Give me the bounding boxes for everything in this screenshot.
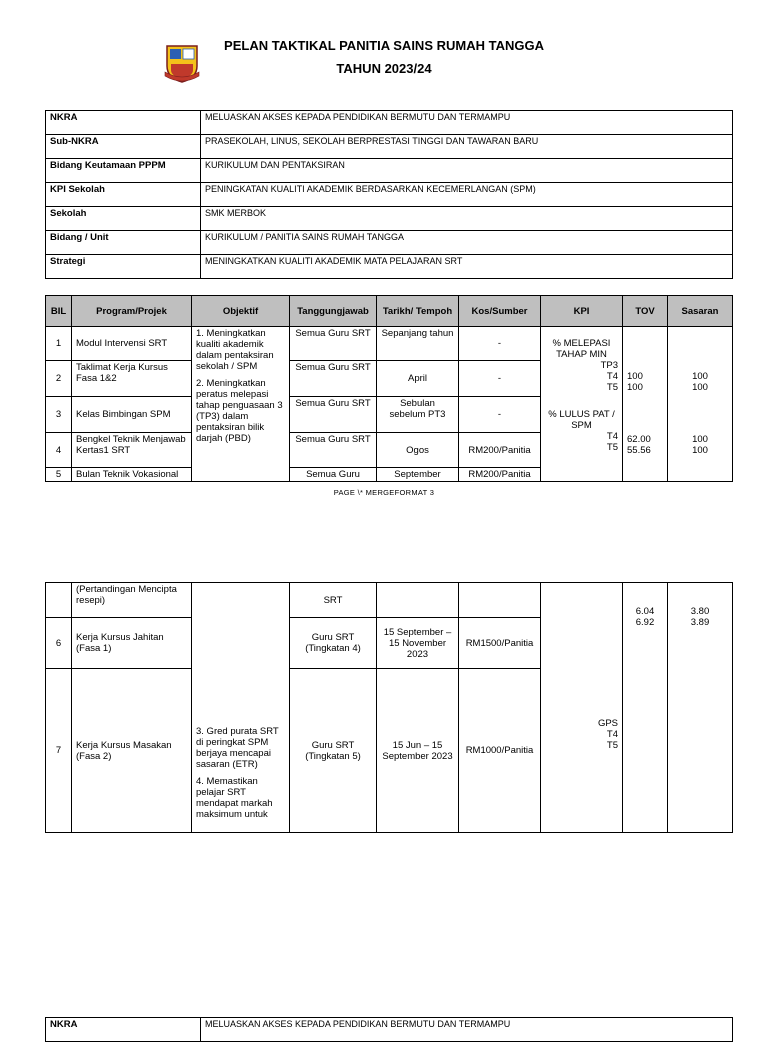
table-row <box>46 231 733 255</box>
sasaran-b: 3.89 <box>690 617 710 628</box>
table-row <box>46 159 733 183</box>
kpi-melepasi: % MELEPASI TAHAP MIN <box>552 338 611 360</box>
tov-a: 6.04 <box>635 606 655 617</box>
cell-kos <box>459 583 541 618</box>
info-key: Bidang / Unit <box>46 231 201 255</box>
sasaran-a: 3.80 <box>690 606 710 617</box>
program-table-page2 <box>45 582 733 833</box>
info-value: KURIKULUM DAN PENTAKSIRAN <box>201 159 733 183</box>
cell-kpi <box>541 583 623 833</box>
header-tanggungjawab: Tanggungjawab <box>290 296 377 327</box>
table-row <box>46 135 733 159</box>
cell-program: Bengkel Teknik Menjawab Kertas1 SRT <box>72 433 192 468</box>
cell-tarikh <box>377 583 459 618</box>
table-row <box>46 1018 733 1042</box>
page-footer: PAGE \* MERGEFORMAT 3 <box>333 488 435 497</box>
header-sasaran: Sasaran <box>668 296 733 327</box>
tov-b: 100 <box>627 382 643 393</box>
kpi-lulus-t4: T4 <box>606 431 618 442</box>
cell-program: (Pertandingan Mencipta resepi) <box>72 583 192 618</box>
cell-tarikh: 15 September – 15 November 2023 <box>377 618 459 669</box>
objektif-3: 3. Gred purata SRT di peringkat SPM berjaya mencapai sasaran (ETR) <box>196 726 279 770</box>
info-key: Strategi <box>46 255 201 279</box>
table-row <box>46 327 733 361</box>
tov-b: 6.92 <box>635 617 655 628</box>
cell-bil <box>46 583 72 618</box>
header-tarikh: Tarikh/ Tempoh <box>377 296 459 327</box>
cell-tov <box>623 327 668 482</box>
table-row <box>46 111 733 135</box>
cell-program: Kerja Kursus Jahitan (Fasa 1) <box>72 618 192 669</box>
cell-program: Kerja Kursus Masakan (Fasa 2) <box>72 669 192 833</box>
kpi-tp3: TP3 <box>600 360 618 371</box>
objektif-2: 2. Meningkatkan peratus melepasi tahap penguasaan 3 (TP3) dalam pentaksiran bilik darjah (PBD) <box>196 378 283 444</box>
info-table-repeat <box>45 1017 733 1042</box>
cell-kos: - <box>459 361 541 397</box>
document-title: PELAN TAKTIKAL PANITIA SAINS RUMAH TANGGA <box>224 38 544 53</box>
cell-tarikh: Sepanjang tahun <box>377 327 459 361</box>
kpi-t4: T4 <box>606 729 618 740</box>
cell-tanggungjawab: Guru SRT (Tingkatan 4) <box>290 618 377 669</box>
kpi-lulus: % LULUS PAT / SPM <box>548 409 615 431</box>
cell-kos: - <box>459 327 541 361</box>
cell-tanggungjawab: Guru SRT (Tingkatan 5) <box>290 669 377 833</box>
tov-c: 62.00 <box>627 434 651 445</box>
cell-kos: - <box>459 397 541 433</box>
info-value: PENINGKATAN KUALITI AKADEMIK BERDASARKAN KECEMERLANGAN (SPM) <box>201 183 733 207</box>
info-key: Sekolah <box>46 207 201 231</box>
table-header-row <box>46 296 733 327</box>
info-value: MELUASKAN AKSES KEPADA PENDIDIKAN BERMUTU DAN TERMAMPU <box>201 111 733 135</box>
cell-sasaran <box>668 583 733 833</box>
info-value: MENINGKATKAN KUALITI AKADEMIK MATA PELAJARAN SRT <box>201 255 733 279</box>
header-kos: Kos/Sumber <box>459 296 541 327</box>
table-row <box>46 207 733 231</box>
info-key: KPI Sekolah <box>46 183 201 207</box>
cell-kos: RM1000/Panitia <box>459 669 541 833</box>
header-tov: TOV <box>623 296 668 327</box>
cell-kos: RM200/Panitia <box>459 433 541 468</box>
sasaran-c: 100 <box>692 434 708 445</box>
cell-bil: 1 <box>46 327 72 361</box>
tov-a: 100 <box>627 371 643 382</box>
program-table-page1 <box>45 295 733 482</box>
cell-program: Modul Intervensi SRT <box>72 327 192 361</box>
document-year: TAHUN 2023/24 <box>336 61 432 76</box>
sasaran-d: 100 <box>692 445 708 456</box>
cell-objektif <box>192 583 290 833</box>
cell-kpi <box>541 327 623 482</box>
cell-program: Kelas Bimbingan SPM <box>72 397 192 433</box>
info-key: NKRA <box>46 111 201 135</box>
kpi-t5: T5 <box>606 740 618 751</box>
cell-tarikh: April <box>377 361 459 397</box>
kpi-gps: GPS <box>597 718 618 729</box>
cell-program: Bulan Teknik Vokasional <box>72 468 192 482</box>
sasaran-a: 100 <box>692 371 708 382</box>
header-program: Program/Projek <box>72 296 192 327</box>
table-row <box>46 183 733 207</box>
cell-sasaran <box>668 327 733 482</box>
cell-kos: RM200/Panitia <box>459 468 541 482</box>
cell-bil: 6 <box>46 618 72 669</box>
kpi-lulus-t5: T5 <box>606 442 618 453</box>
cell-bil: 4 <box>46 433 72 468</box>
header-bil: BIL <box>46 296 72 327</box>
kpi-t5: T5 <box>606 382 618 393</box>
info-value: KURIKULUM / PANITIA SAINS RUMAH TANGGA <box>201 231 733 255</box>
cell-tarikh: 15 Jun – 15 September 2023 <box>377 669 459 833</box>
info-table <box>45 110 733 279</box>
sasaran-b: 100 <box>692 382 708 393</box>
cell-bil: 5 <box>46 468 72 482</box>
table-row <box>46 583 733 618</box>
cell-bil: 3 <box>46 397 72 433</box>
table-row <box>46 255 733 279</box>
header-objektif: Objektif <box>192 296 290 327</box>
cell-tov <box>623 583 668 833</box>
cell-tarikh: Sebulan sebelum PT3 <box>377 397 459 433</box>
cell-kos: RM1500/Panitia <box>459 618 541 669</box>
cell-tanggungjawab: Semua Guru SRT <box>290 361 377 397</box>
info-key: NKRA <box>46 1018 201 1042</box>
cell-tanggungjawab: Semua Guru SRT <box>290 397 377 433</box>
cell-bil: 2 <box>46 361 72 397</box>
info-value: SMK MERBOK <box>201 207 733 231</box>
info-key: Bidang Keutamaan PPPM <box>46 159 201 183</box>
cell-tanggungjawab: Semua Guru SRT <box>290 327 377 361</box>
cell-tarikh: Ogos <box>377 433 459 468</box>
cell-tarikh: September <box>377 468 459 482</box>
cell-objektif <box>192 327 290 482</box>
info-key: Sub-NKRA <box>46 135 201 159</box>
cell-program: Taklimat Kerja Kursus Fasa 1&2 <box>72 361 192 397</box>
kpi-t4: T4 <box>606 371 618 382</box>
cell-tanggungjawab: SRT <box>290 583 377 618</box>
info-value: PRASEKOLAH, LINUS, SEKOLAH BERPRESTASI TINGGI DAN TAWARAN BARU <box>201 135 733 159</box>
objektif-1: 1. Meningkatkan kualiti akademik dalam pentaksiran sekolah / SPM <box>196 328 274 372</box>
header-kpi: KPI <box>541 296 623 327</box>
cell-tanggungjawab: Semua Guru SRT <box>290 433 377 468</box>
info-value: MELUASKAN AKSES KEPADA PENDIDIKAN BERMUTU DAN TERMAMPU <box>201 1018 733 1042</box>
cell-tanggungjawab: Semua Guru <box>290 468 377 482</box>
objektif-4: 4. Memastikan pelajar SRT mendapat markah maksimum untuk <box>196 776 273 820</box>
tov-d: 55.56 <box>627 445 651 456</box>
cell-bil: 7 <box>46 669 72 833</box>
